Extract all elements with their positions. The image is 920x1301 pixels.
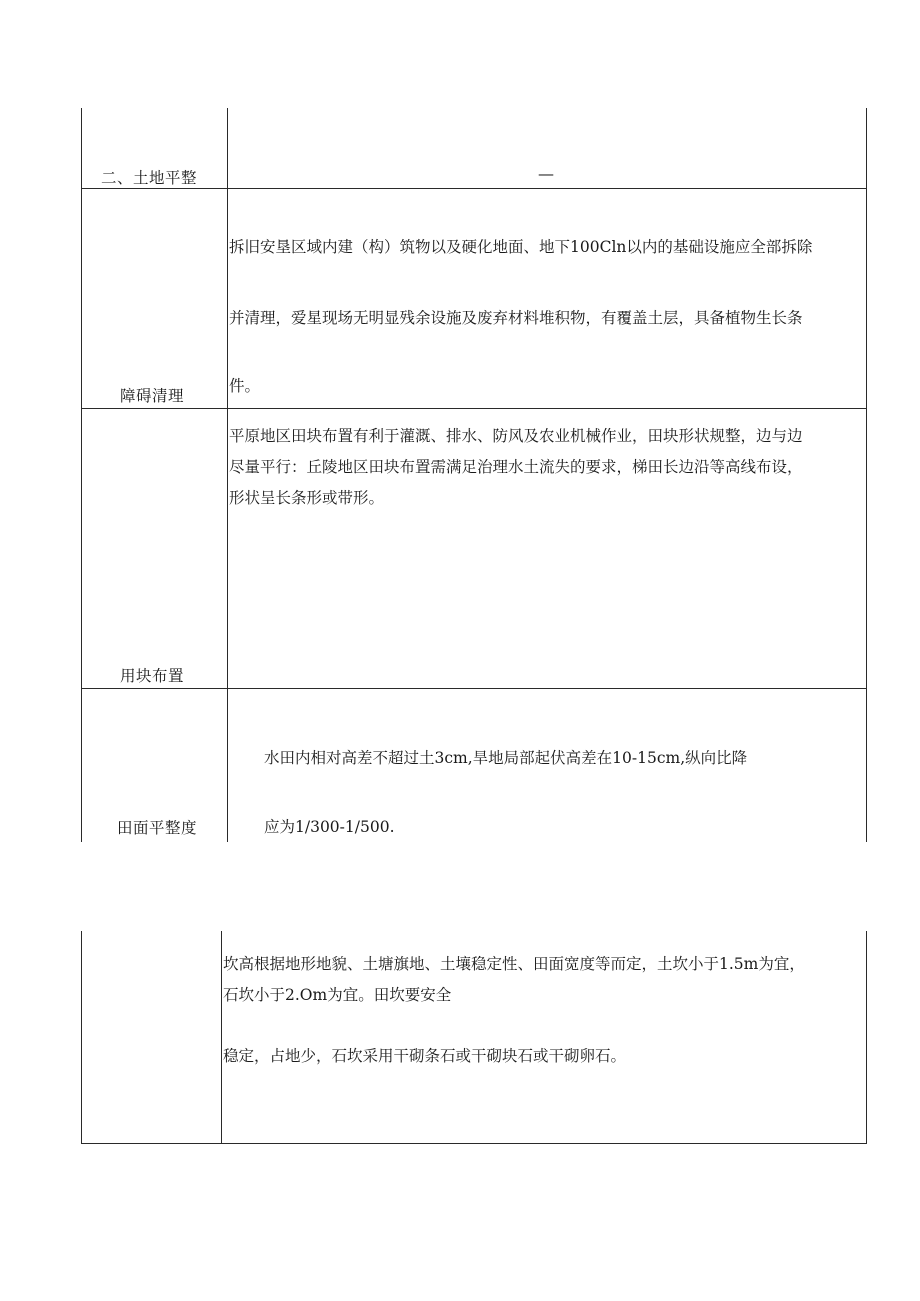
row-label-surface-flatness: 田面平整度 bbox=[117, 819, 198, 837]
table-2-bottom-border bbox=[81, 1143, 867, 1144]
table-1-right-border bbox=[866, 108, 867, 842]
row-text-line: 应为1/300-1/500. bbox=[264, 818, 395, 836]
row-text-line: 水田内相对高差不超过土3cm,旱地局部起伏高差在10-15cm,纵向比降 bbox=[264, 749, 748, 767]
row-label-obstacle-clearance: 障碍清理 bbox=[120, 387, 185, 405]
table-1-row-divider bbox=[81, 688, 867, 689]
row-text-line: 平原地区田块布置有利于灌溉、排水、防风及农业机械作业，田块形状规整，边与边 bbox=[229, 427, 803, 445]
table-1-column-divider bbox=[227, 108, 228, 842]
section-heading-land-leveling: 二、土地平整 bbox=[101, 169, 198, 187]
row-text-line: 尽量平行：丘陵地区田块布置需满足治理水土流失的要求，梯田长边沿等高线布设， bbox=[229, 458, 803, 476]
row-text-line: 并清理，爱星现场无明显残余设施及废弃材料堆积物，有覆盖土层，具备植物生长条 bbox=[229, 309, 803, 327]
table-1-left-border bbox=[81, 108, 82, 842]
table-2-right-border bbox=[866, 931, 867, 1144]
row-text-line: 石坎小于2.Om为宜。田坎要安全 bbox=[223, 986, 452, 1004]
placeholder-dash: — bbox=[538, 164, 554, 183]
table-1-row-divider bbox=[81, 188, 867, 189]
table-1-row-divider bbox=[81, 408, 867, 409]
row-text-line: 形状呈长条形或带形。 bbox=[229, 489, 385, 507]
table-2-left-border bbox=[81, 931, 82, 1144]
row-text-line: 件。 bbox=[229, 377, 261, 395]
row-text-line: 拆旧安垦区域内建（构）筑物以及硬化地面、地下100Cln以内的基础设施应全部拆除 bbox=[229, 238, 813, 256]
row-text-line: 稳定，占地少，石坎采用干砌条石或干砌块石或干砌卵石。 bbox=[223, 1047, 627, 1065]
row-label-field-block-layout: 用块布置 bbox=[120, 667, 185, 685]
table-2-column-divider bbox=[221, 931, 222, 1144]
row-text-line: 坎高根据地形地貌、土塘旗地、土壤稳定性、田面宽度等而定，土坎小于1.5m为宜， bbox=[223, 955, 805, 973]
